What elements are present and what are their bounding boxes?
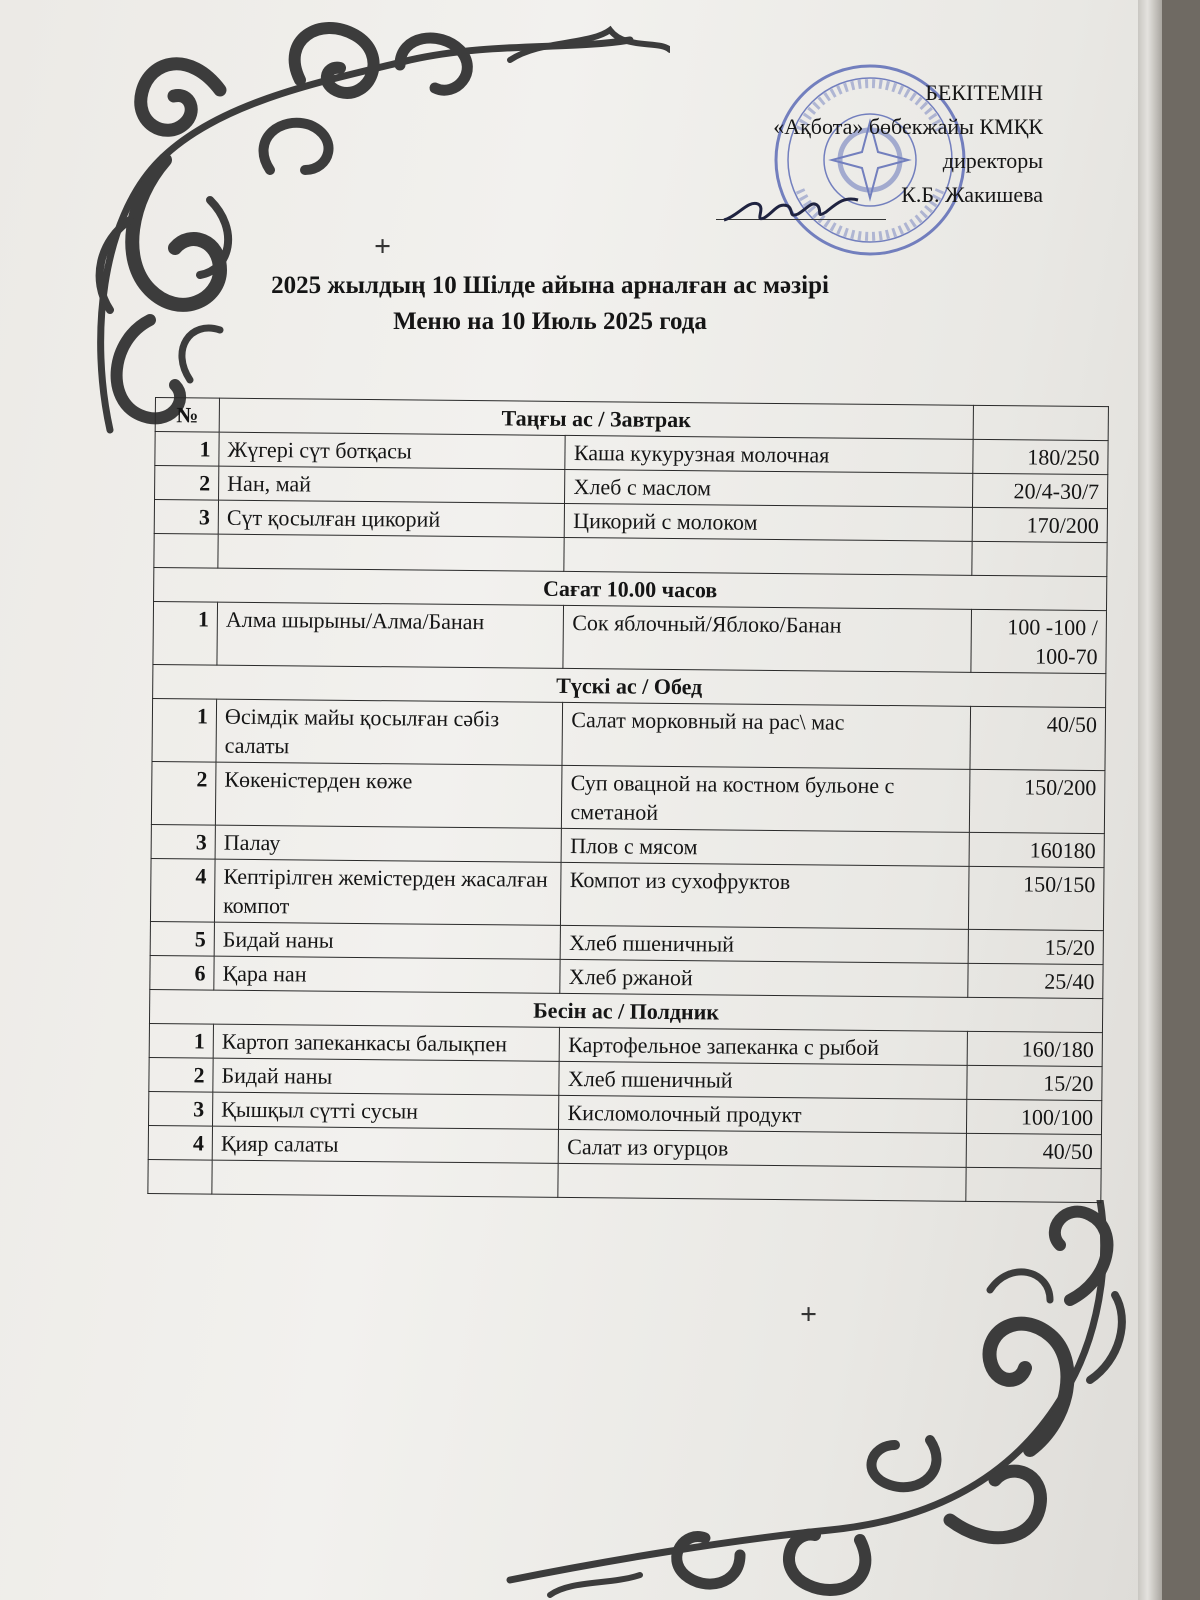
row-number: 1	[149, 1023, 213, 1058]
dish-name-russian: Суп овацной на костном бульоне с сметаной	[562, 765, 970, 832]
dish-name-kazakh: Қияр салаты	[212, 1126, 559, 1163]
row-number: 1	[153, 601, 218, 665]
table-row	[150, 858, 1104, 930]
portion-weight: 20/4-30/7	[972, 473, 1107, 508]
approval-position: директоры	[942, 148, 1043, 173]
corner-ornament-bottom-right	[490, 1200, 1140, 1600]
portion-weight: 150/200	[969, 769, 1105, 833]
empty-cell	[966, 1167, 1101, 1202]
table-row	[153, 601, 1107, 673]
section-lunch: Түскі ас / Обед	[153, 664, 1106, 707]
row-number: 3	[151, 824, 215, 859]
empty-cell	[558, 1163, 966, 1201]
dish-name-russian: Компот из сухофруктов	[561, 862, 969, 929]
row-number: 4	[150, 858, 215, 922]
row-number: 2	[151, 761, 216, 825]
document-title	[150, 268, 950, 340]
dish-name-kazakh: Өсімдік майы қосылған сәбіз салаты	[216, 699, 563, 765]
row-number: 1	[152, 698, 217, 762]
empty-cell	[212, 1160, 559, 1197]
dish-name-russian: Сок яблочный/Яблоко/Банан	[563, 605, 971, 672]
portion-weight: 15/20	[968, 929, 1103, 964]
row-number: 3	[149, 1091, 213, 1126]
row-number: 2	[155, 466, 219, 501]
row-number: 6	[150, 955, 214, 990]
approval-name: К.Б. Жакишева	[901, 182, 1043, 207]
title-kazakh: 2025 жылдың 10 Шілде айына арналған ас мәзірі	[271, 272, 829, 299]
corner-ornament-top-left	[70, 20, 670, 440]
portion-weight: 170/200	[972, 507, 1107, 542]
dish-name-kazakh: Бидай наны	[213, 1058, 560, 1095]
section-afternoon: Бесін ас / Полдник	[149, 989, 1102, 1032]
dish-name-russian: Картофельное запеканка с рыбой	[560, 1027, 968, 1065]
approval-organization: «Ақбота» бөбекжайы КМҚК	[773, 114, 1043, 139]
empty-cell	[148, 1159, 212, 1194]
section-snack: Сағат 10.00 часов	[154, 567, 1107, 610]
dish-name-russian: Хлеб ржаной	[560, 959, 968, 997]
approval-heading: БЕКІТЕМІН	[925, 80, 1043, 105]
header-number: №	[155, 398, 219, 433]
dish-name-kazakh: Көкеністерден көже	[215, 762, 562, 828]
title-russian: Меню на 10 Июль 2025 года	[393, 308, 707, 335]
empty-cell	[154, 533, 218, 568]
signature	[718, 186, 868, 230]
dish-name-kazakh: Палау	[215, 825, 562, 862]
dish-name-russian: Плов с мясом	[561, 828, 969, 866]
dish-name-kazakh: Алма шырыны/Алма/Банан	[217, 602, 564, 668]
dish-name-kazakh: Қышқыл сүтті сусын	[213, 1092, 560, 1129]
dish-name-russian: Хлеб пшеничный	[561, 925, 969, 963]
portion-weight: 40/50	[966, 1133, 1101, 1168]
dish-name-russian: Хлеб с маслом	[565, 469, 973, 507]
dish-name-russian: Салат из огурцов	[559, 1129, 967, 1167]
dish-name-russian: Кисломолочный продукт	[559, 1095, 967, 1133]
portion-weight: 160180	[969, 832, 1104, 867]
dish-name-russian: Каша кукурузная молочная	[565, 435, 973, 473]
empty-cell	[564, 537, 972, 575]
dish-name-kazakh: Картоп запеканкасы балықпен	[213, 1024, 560, 1061]
paper-edge	[1138, 0, 1162, 1600]
menu-table	[147, 397, 1109, 1203]
portion-weight: 180/250	[973, 439, 1108, 474]
section-breakfast: Таңғы ас / Завтрак	[219, 398, 973, 439]
ornament-cross: +	[374, 230, 392, 263]
table-row	[151, 761, 1105, 833]
portion-weight: 150/150	[968, 866, 1104, 930]
row-number: 1	[155, 432, 219, 467]
empty-cell	[218, 534, 565, 571]
table-row	[152, 698, 1106, 770]
dish-name-kazakh: Нан, май	[219, 466, 566, 503]
portion-weight: 100/100	[966, 1099, 1101, 1134]
empty-cell	[972, 541, 1107, 576]
ornament-cross: +	[800, 1298, 818, 1331]
row-number: 3	[154, 500, 218, 535]
row-number: 5	[150, 921, 214, 956]
dish-name-kazakh: Бидай наны	[214, 922, 561, 959]
header-weight	[973, 405, 1108, 440]
portion-weight: 25/40	[968, 963, 1103, 998]
portion-weight: 100 -100 / 100-70	[971, 609, 1107, 673]
row-number: 4	[148, 1125, 212, 1160]
portion-weight: 40/50	[970, 706, 1106, 770]
portion-weight: 160/180	[967, 1031, 1102, 1066]
dish-name-kazakh: Сүт қосылған цикорий	[218, 500, 565, 537]
dish-name-kazakh: Кептірілген жемістерден жасалған компот	[215, 859, 562, 925]
portion-weight: 15/20	[967, 1065, 1102, 1100]
dish-name-russian: Хлеб пшеничный	[559, 1061, 967, 1099]
dish-name-russian: Цикорий с молоком	[565, 503, 973, 541]
dish-name-kazakh: Жүгері сүт ботқасы	[219, 432, 566, 469]
dish-name-kazakh: Қара нан	[214, 956, 561, 993]
dish-name-russian: Салат морковный на рас\ мас	[562, 702, 970, 769]
row-number: 2	[149, 1057, 213, 1092]
